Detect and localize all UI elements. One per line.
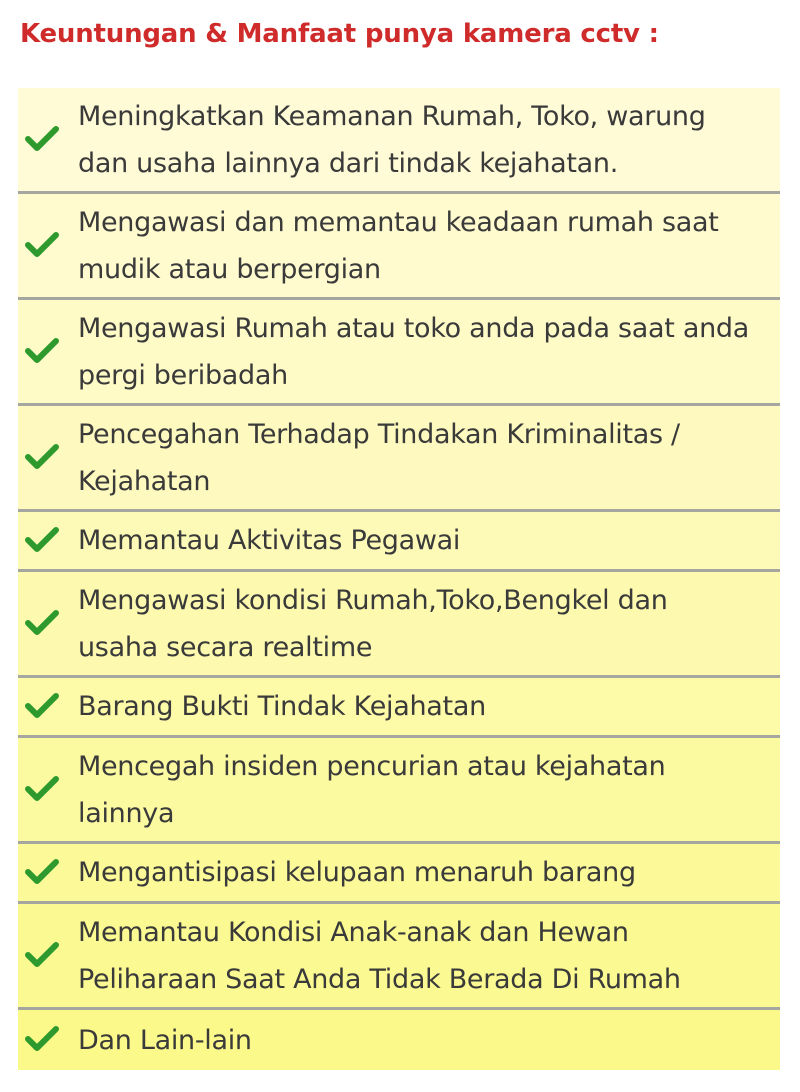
list-item — [18, 738, 780, 844]
item-text — [78, 577, 668, 671]
check-icon — [24, 940, 60, 968]
check-icon — [24, 124, 60, 152]
item-text — [78, 743, 665, 837]
item-text — [78, 411, 680, 505]
item-text-line: Mencegah insiden pencurian atau kejahatan — [78, 750, 666, 782]
benefit-list — [18, 88, 780, 1070]
list-item — [18, 88, 780, 194]
item-text-line: Mengawasi Rumah atau toko anda pada saat anda — [78, 312, 749, 344]
check-icon — [24, 691, 60, 719]
item-text-line: usaha secara realtime — [78, 631, 373, 663]
item-text-line: Mengantisipasi kelupaan menaruh barang — [78, 857, 636, 888]
check-icon — [24, 774, 60, 802]
list-item — [18, 194, 780, 300]
item-text-line: Memantau Kondisi Anak-anak dan Hewan — [78, 916, 629, 948]
page-title: Keuntungan & Manfaat punya kamera cctv : — [20, 19, 659, 49]
check-icon — [24, 1024, 60, 1052]
item-text-line: Memantau Aktivitas Pegawai — [78, 525, 461, 556]
item-text-line: pergi beribadah — [78, 359, 288, 391]
item-text-line: lainnya — [78, 797, 175, 829]
list-item — [18, 1010, 780, 1070]
list-item — [18, 512, 780, 572]
check-icon — [24, 857, 60, 885]
item-text-line: Meningkatkan Keamanan Rumah, Toko, warung — [78, 100, 706, 132]
list-item — [18, 844, 780, 904]
item-text-line: Dan Lain-lain — [78, 1024, 252, 1056]
list-item — [18, 678, 780, 738]
item-text-line: Peliharaan Saat Anda Tidak Berada Di Rumah — [78, 963, 681, 995]
item-text — [78, 305, 749, 399]
item-text-line: Barang Bukti Tindak Kejahatan — [78, 691, 486, 722]
check-icon — [24, 442, 60, 470]
check-icon — [24, 525, 60, 553]
check-icon — [24, 230, 60, 258]
check-icon — [24, 608, 60, 636]
item-text-line: Pencegahan Terhadap Tindakan Kriminalitas / — [78, 418, 680, 450]
item-text — [78, 1017, 252, 1064]
list-item — [18, 904, 780, 1010]
item-text — [78, 199, 719, 293]
item-text-line: Mengawasi kondisi Rumah,Toko,Bengkel dan — [78, 584, 668, 616]
item-text — [78, 909, 681, 1003]
list-item — [18, 572, 780, 678]
item-text — [78, 849, 636, 896]
item-text — [78, 517, 460, 564]
item-text-line: Kejahatan — [78, 465, 211, 497]
item-text-line: mudik atau berpergian — [78, 253, 381, 285]
item-text-line: dan usaha lainnya dari tindak kejahatan. — [78, 147, 619, 179]
list-item — [18, 300, 780, 406]
check-icon — [24, 336, 60, 364]
item-text — [78, 683, 486, 730]
list-item — [18, 406, 780, 512]
item-text-line: Mengawasi dan memantau keadaan rumah saat — [78, 206, 719, 238]
item-text — [78, 93, 706, 187]
